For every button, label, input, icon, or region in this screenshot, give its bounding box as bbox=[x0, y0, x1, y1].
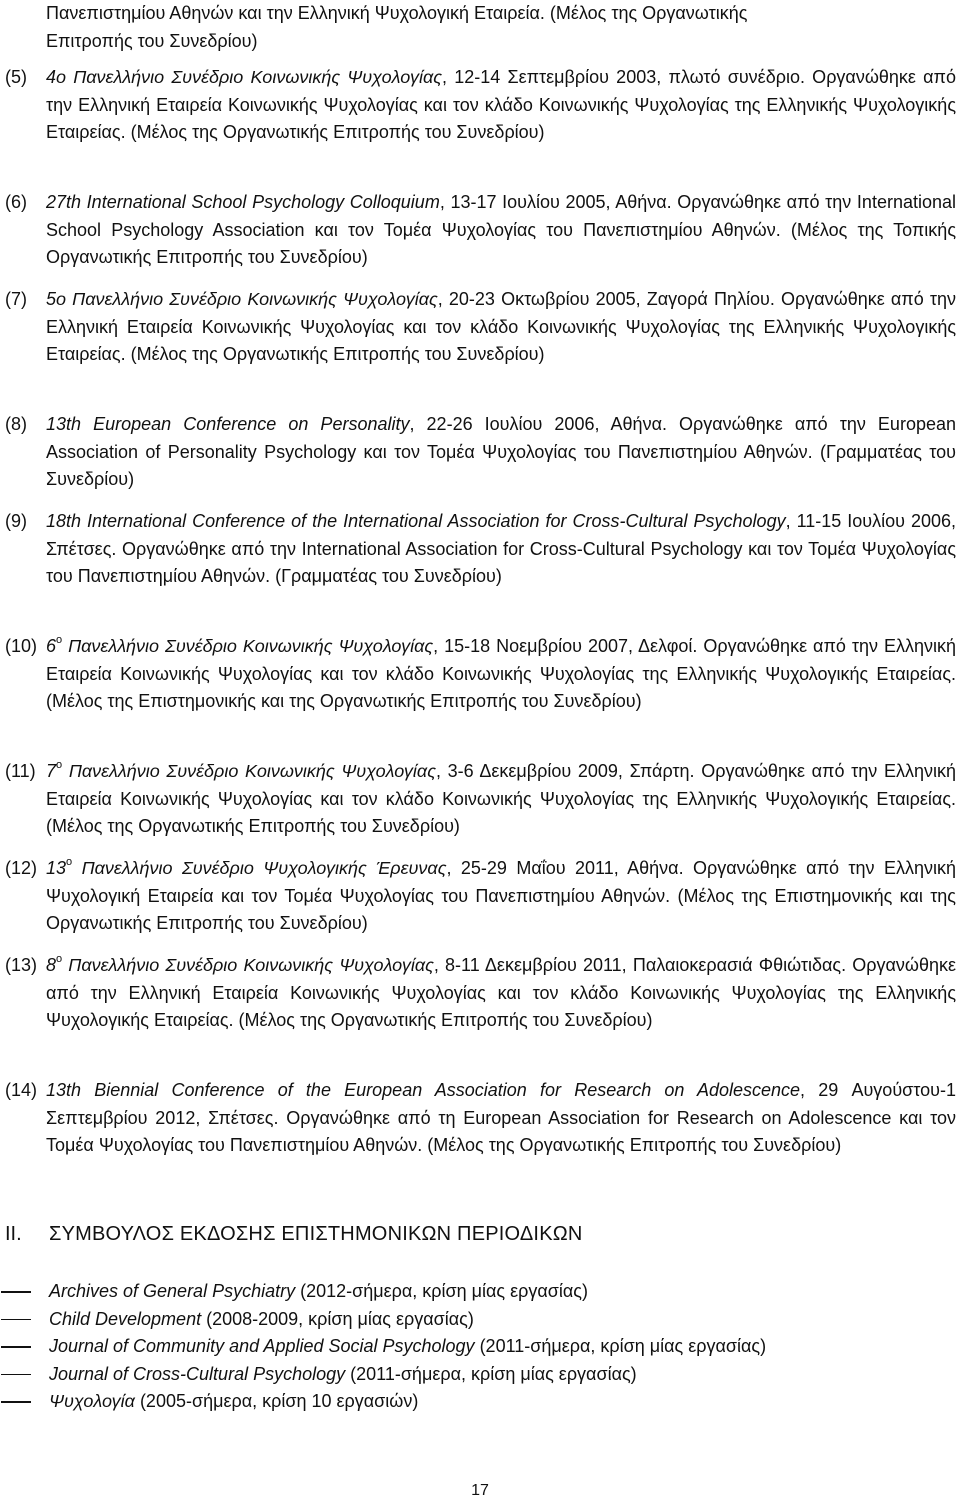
entry-number: (11) bbox=[5, 761, 36, 781]
ordinal-superscript: ο bbox=[56, 634, 63, 646]
entry-text bbox=[46, 286, 956, 369]
page-number: 17 bbox=[471, 1482, 489, 1499]
journal-name: Archives of General Psychiatry bbox=[49, 1281, 296, 1301]
entry-details: , 29 Αυγούστου-1 Σεπτεμβρίου 2012, Σπέτσες. Οργανώθηκε από τη European Association for Research on Adolescence και τον Τομέα Ψυχολογίας του Πανεπιστημίου Αθηνών. (Μέλος της Οργανωτικής Επιτροπής του Συνεδρίου) bbox=[46, 1080, 956, 1156]
entry-details: , 8-11 Δεκεμβρίου 2011, Παλαιοκερασιά Φθιώτιδας. Οργανώθηκε από την Ελληνική Εταιρεία Κοινωνικής Ψυχολογίας και τον κλάδο Κοινωνικής Ψυχολογίας της Ελληνικής Ψυχολογικής Εταιρείας. (Μέλος της Οργανωτικής Επιτροπής του Συνεδρίου) bbox=[46, 955, 956, 1031]
list-item bbox=[0, 1361, 960, 1389]
list-item bbox=[5, 286, 956, 369]
list-item bbox=[5, 758, 956, 841]
entry-details: , 3-6 Δεκεμβρίου 2009, Σπάρτη. Οργανώθηκε από την Ελληνική Εταιρεία Κοινωνικής Ψυχολογίας και τον κλάδο Κοινωνικής Ψυχολογίας της Ελληνικής Ψυχολογικής Εταιρείας. (Μέλος της Οργανωτικής Επιτροπής του Συνεδρίου) bbox=[46, 761, 956, 837]
entry-title: 18th International Conference of the International Association for Cross-Cultural Psychology bbox=[46, 511, 786, 531]
entry-details: , 15-18 Νοεμβρίου 2007, Δελφοί. Οργανώθηκε από την Ελληνική Εταιρεία Κοινωνικής Ψυχολογίας και τον κλάδο Κοινωνικής Ψυχολογίας της Ελληνικής Ψυχολογικής Εταιρείας. (Μέλος της Επιστημονικής και της Οργανωτικής Επιτροπής του Συνεδρίου) bbox=[46, 636, 956, 712]
ordinal-superscript: ο bbox=[56, 953, 63, 965]
entry-title: Πανελλήνιο Συνέδριο Κοινωνικής Ψυχολογίας bbox=[62, 636, 434, 656]
entry-text bbox=[46, 1077, 956, 1160]
entry-number: (13) bbox=[5, 955, 38, 975]
entry-number: (12) bbox=[5, 858, 38, 878]
entry-number: (8) bbox=[5, 414, 27, 434]
entry-details: , 20-23 Οκτωβρίου 2005, Ζαγορά Πηλίου. Οργανώθηκε από την Ελληνική Εταιρεία Κοινωνικής Ψυχολογίας και τον κλάδο Κοινωνικής Ψυχολογίας της Ελληνικής Ψυχολογικής Εταιρείας. (Μέλος της Οργανωτικής Επιτροπής του Συνεδρίου) bbox=[46, 289, 956, 365]
entry-title: Πανελλήνιο Συνέδριο Κοινωνικής Ψυχολογίας bbox=[62, 955, 434, 975]
dash-bullet bbox=[1, 1291, 31, 1293]
entry-title: 13th European Conference on Personality bbox=[46, 414, 410, 434]
continuation-line-1: Πανεπιστημίου Αθηνών και την Ελληνική Ψυχολογική Εταιρεία. (Μέλος της Οργανωτικής bbox=[46, 3, 748, 23]
entry-number: (14) bbox=[5, 1080, 38, 1100]
entry-title-number: 7 bbox=[46, 761, 57, 781]
entry-details: , 13-17 Ιουλίου 2005, Αθήνα. Οργανώθηκε από την International School Psychology Association και τον Τομέα Ψυχολογίας του Πανεπιστημίου Αθηνών. (Μέλος της Τοπικής Οργανωτικής Επιτροπής του Συνεδρίου) bbox=[46, 192, 956, 268]
entry-details: , 22-26 Ιουλίου 2006, Αθήνα. Οργανώθηκε από την European Association of Personality Psychology και τον Τομέα Ψυχολογίας του Πανεπιστημίου Αθηνών. (Γραμματέας του Συνεδρίου) bbox=[46, 414, 956, 490]
entry-number: (7) bbox=[5, 289, 27, 309]
entry-text bbox=[46, 855, 956, 938]
entry-4-continuation bbox=[5, 0, 956, 55]
entry-text bbox=[46, 952, 956, 1035]
journal-detail: (2012-σήμερα, κρίση μίας εργασίας) bbox=[295, 1281, 588, 1301]
list-item bbox=[0, 1333, 960, 1361]
section-number: II. bbox=[5, 1223, 22, 1245]
entry-title-number: 13 bbox=[46, 858, 67, 878]
ordinal-superscript: ο bbox=[56, 759, 63, 771]
entry-title: 5ο Πανελλήνιο Συνέδριο Κοινωνικής Ψυχολογίας bbox=[46, 289, 438, 309]
entry-number: (9) bbox=[5, 511, 27, 531]
journal-detail: (2005-σήμερα, κρίση 10 εργασιών) bbox=[134, 1391, 419, 1411]
journal-name: Child Development bbox=[49, 1308, 202, 1329]
entry-title-number: 6 bbox=[46, 636, 57, 656]
entry-text bbox=[46, 64, 956, 147]
entry-number: (6) bbox=[5, 192, 27, 212]
list-item bbox=[5, 64, 956, 147]
dash-bullet bbox=[1, 1401, 31, 1403]
section-title: ΣΥΜΒΟΥΛΟΣ ΕΚΔΟΣΗΣ ΕΠΙΣΤΗΜΟΝΙΚΩΝ ΠΕΡΙΟΔΙΚΩΝ bbox=[49, 1223, 583, 1245]
list-item bbox=[0, 1388, 960, 1416]
entry-text bbox=[46, 633, 956, 716]
list-item bbox=[5, 508, 956, 591]
entry-details: , 25-29 Μαΐου 2011, Αθήνα. Οργανώθηκε από την Ελληνική Ψυχολογική Εταιρεία και τον Τομέα Ψυχολογίας του Πανεπιστημίου Αθηνών. (Μέλος της Επιστημονικής και της Οργανωτικής Επιτροπής του Συνεδρίου) bbox=[46, 858, 956, 934]
list-item bbox=[5, 1077, 956, 1160]
entry-text bbox=[46, 411, 956, 494]
entry-title-number: 8 bbox=[46, 955, 57, 975]
list-item bbox=[5, 855, 956, 938]
journal-detail: (2011-σήμερα, κρίση μίας εργασίας) bbox=[474, 1336, 767, 1356]
entry-title: Πανελλήνιο Συνέδριο Κοινωνικής Ψυχολογίας bbox=[62, 761, 436, 781]
entry-text bbox=[46, 508, 956, 591]
entry-title: 27th International School Psychology Colloquium bbox=[46, 192, 440, 212]
entry-title: Πανελλήνιο Συνέδριο Ψυχολογικής Έρευνας bbox=[72, 858, 447, 878]
dash-bullet bbox=[1, 1346, 31, 1348]
ordinal-superscript: ο bbox=[66, 856, 73, 868]
list-item bbox=[0, 1278, 960, 1306]
entry-title: 13th Biennial Conference of the European Association for Research on Adolescence bbox=[46, 1080, 801, 1100]
journal-name: Journal of Cross-Cultural Psychology bbox=[49, 1363, 346, 1384]
journal-detail: (2008-2009, κρίση μίας εργασίας) bbox=[201, 1308, 474, 1329]
entry-text bbox=[46, 758, 956, 841]
journal-name: Ψυχολογία bbox=[49, 1391, 135, 1411]
entry-details: , 12-14 Σεπτεμβρίου 2003, πλωτό συνέδριο. Οργανώθηκε από την Ελληνική Εταιρεία Κοινωνικής Ψυχολογίας και τον κλάδο Κοινωνικής Ψυχολογίας της Ελληνικής Ψυχολογικής Εταιρείας. (Μέλος της Οργανωτικής Επιτροπής του Συνεδρίου) bbox=[46, 67, 956, 143]
list-item bbox=[5, 952, 956, 1035]
dash-bullet bbox=[1, 1319, 31, 1321]
list-item bbox=[5, 411, 956, 494]
section-heading bbox=[5, 1220, 583, 1248]
entry-text bbox=[46, 189, 956, 272]
entry-details: , 11-15 Ιουλίου 2006, Σπέτσες. Οργανώθηκε από την International Association for Cross-Cultural Psychology και τον Τομέα Ψυχολογίας του Πανεπιστημίου Αθηνών. (Γραμματέας του Συνεδρίου) bbox=[46, 511, 957, 587]
journal-name: Journal of Community and Applied Social Psychology bbox=[49, 1336, 475, 1356]
journal-list bbox=[0, 1278, 960, 1416]
entry-number: (5) bbox=[5, 67, 27, 87]
list-item bbox=[5, 633, 956, 716]
list-item bbox=[0, 1306, 960, 1334]
continuation-line-2: Επιτροπής του Συνεδρίου) bbox=[46, 30, 258, 51]
entry-title: 4ο Πανελλήνιο Συνέδριο Κοινωνικής Ψυχολογίας bbox=[46, 67, 442, 87]
list-item bbox=[5, 189, 956, 272]
journal-detail: (2011-σήμερα, κρίση μίας εργασίας) bbox=[345, 1363, 637, 1384]
entry-number: (10) bbox=[5, 636, 38, 656]
dash-bullet bbox=[1, 1374, 31, 1376]
